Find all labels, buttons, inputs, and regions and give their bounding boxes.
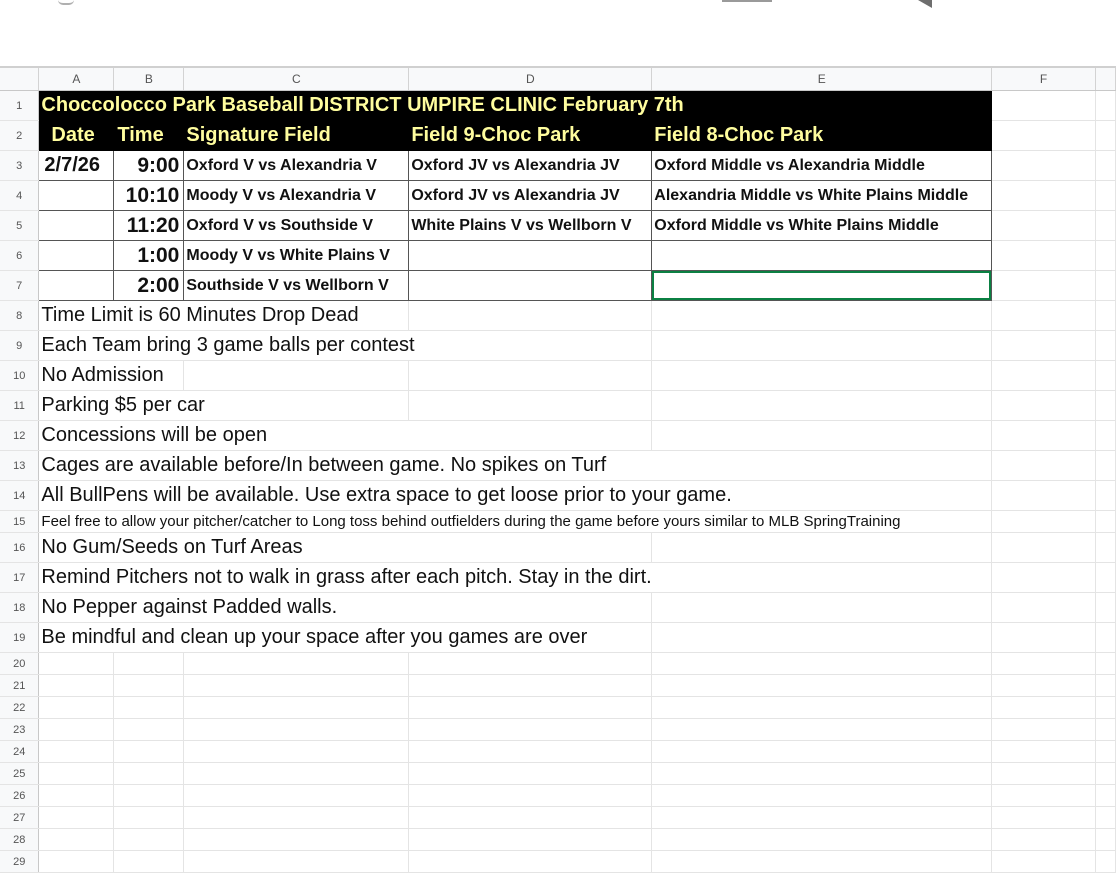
row-header[interactable]: 9	[0, 331, 39, 361]
cell[interactable]	[652, 391, 992, 421]
cell[interactable]	[992, 181, 1096, 211]
empty-row	[0, 829, 1116, 851]
cell[interactable]	[992, 481, 1096, 511]
schedule-row	[0, 241, 1116, 271]
cell[interactable]	[1095, 241, 1115, 271]
cell[interactable]	[114, 741, 184, 763]
cell[interactable]	[652, 719, 992, 741]
row-header[interactable]: 4	[0, 181, 39, 211]
row-header[interactable]: 11	[0, 391, 39, 421]
cell[interactable]	[184, 851, 409, 873]
cell[interactable]	[1095, 151, 1115, 181]
cell[interactable]	[39, 653, 114, 675]
empty-row	[0, 785, 1116, 807]
table-row	[0, 91, 1116, 121]
header-signature-field[interactable]: Signature Field	[184, 121, 409, 151]
note-cell[interactable]: Cages are available before/In between game. No spikes on Turf	[39, 451, 992, 481]
cell[interactable]	[184, 653, 409, 675]
cell[interactable]	[992, 741, 1096, 763]
row-header[interactable]: 17	[0, 563, 39, 593]
cell[interactable]	[1095, 741, 1115, 763]
cell[interactable]	[992, 623, 1096, 653]
cell[interactable]	[409, 851, 652, 873]
cell[interactable]	[992, 361, 1096, 391]
cell[interactable]	[992, 593, 1096, 623]
note-cell[interactable]: Each Team bring 3 game balls per contest	[39, 331, 652, 361]
field-9-game[interactable]: Oxford JV vs Alexandria JV	[409, 181, 652, 211]
note-cell[interactable]: Remind Pitchers not to walk in grass after each pitch. Stay in the dirt.	[39, 563, 992, 593]
cell[interactable]	[992, 511, 1096, 533]
row-header[interactable]: 25	[0, 763, 39, 785]
cell[interactable]	[409, 829, 652, 851]
sheet-title[interactable]: Choccolocco Park Baseball DISTRICT UMPIRE CLINIC February 7th	[39, 91, 992, 121]
cell[interactable]	[409, 719, 652, 741]
cell[interactable]	[409, 391, 652, 421]
cell[interactable]	[184, 697, 409, 719]
column-header-c[interactable]: C	[184, 68, 409, 91]
cell[interactable]	[39, 807, 114, 829]
field-9-game[interactable]: Oxford JV vs Alexandria JV	[409, 151, 652, 181]
cell[interactable]	[1095, 421, 1115, 451]
signature-field-game[interactable]: Oxford V vs Alexandria V	[184, 151, 409, 181]
cell[interactable]	[1095, 121, 1115, 151]
cell[interactable]	[1095, 675, 1115, 697]
cell[interactable]	[1095, 271, 1115, 301]
cell[interactable]	[992, 763, 1096, 785]
cell[interactable]	[39, 851, 114, 873]
cell[interactable]	[409, 763, 652, 785]
schedule-date[interactable]	[39, 211, 114, 241]
cell[interactable]	[652, 851, 992, 873]
row-header[interactable]: 16	[0, 533, 39, 563]
cell[interactable]	[1095, 331, 1115, 361]
empty-row	[0, 675, 1116, 697]
cell[interactable]	[1095, 301, 1115, 331]
note-cell[interactable]: All BullPens will be available. Use extra space to get loose prior to your game.	[39, 481, 992, 511]
note-row	[0, 451, 1116, 481]
cell[interactable]	[992, 451, 1096, 481]
schedule-time[interactable]: 9:00	[114, 151, 184, 181]
toolbar-fragment	[58, 0, 74, 5]
cell[interactable]	[992, 533, 1096, 563]
table-row	[0, 121, 1116, 151]
note-row	[0, 361, 1116, 391]
row-header[interactable]: 10	[0, 361, 39, 391]
note-row	[0, 623, 1116, 653]
note-cell[interactable]: Time Limit is 60 Minutes Drop Dead	[39, 301, 409, 331]
column-header-d[interactable]: D	[409, 68, 652, 91]
row-header[interactable]: 12	[0, 421, 39, 451]
schedule-date[interactable]	[39, 241, 114, 271]
cell[interactable]	[1095, 851, 1115, 873]
note-cell[interactable]: No Pepper against Padded walls.	[39, 593, 652, 623]
row-header[interactable]: 7	[0, 271, 39, 301]
cell[interactable]	[114, 829, 184, 851]
note-row	[0, 391, 1116, 421]
field-8-game[interactable]: Alexandria Middle vs White Plains Middle	[652, 181, 992, 211]
field-9-game[interactable]: White Plains V vs Wellborn V	[409, 211, 652, 241]
cell[interactable]	[184, 361, 409, 391]
cell[interactable]	[184, 785, 409, 807]
note-cell[interactable]: No Admission	[39, 361, 184, 391]
cell[interactable]	[652, 533, 992, 563]
cell[interactable]	[1095, 785, 1115, 807]
cell[interactable]	[1095, 653, 1115, 675]
cell[interactable]	[39, 719, 114, 741]
cell[interactable]	[1095, 511, 1115, 533]
cell[interactable]	[992, 675, 1096, 697]
cell[interactable]	[652, 331, 992, 361]
row-header[interactable]: 28	[0, 829, 39, 851]
cell[interactable]	[409, 741, 652, 763]
cell[interactable]	[992, 563, 1096, 593]
row-header[interactable]: 5	[0, 211, 39, 241]
note-row	[0, 563, 1116, 593]
cell[interactable]	[652, 675, 992, 697]
cell[interactable]	[184, 763, 409, 785]
cell[interactable]	[1095, 533, 1115, 563]
cell[interactable]	[1095, 563, 1115, 593]
row-header[interactable]: 8	[0, 301, 39, 331]
signature-field-game[interactable]: Moody V vs Alexandria V	[184, 181, 409, 211]
cell[interactable]	[652, 653, 992, 675]
row-header[interactable]: 2	[0, 121, 39, 151]
signature-field-game[interactable]: Moody V vs White Plains V	[184, 241, 409, 271]
cell[interactable]	[992, 151, 1096, 181]
cell[interactable]	[992, 121, 1096, 151]
column-header-partial[interactable]	[1095, 68, 1115, 91]
header-date[interactable]: Date	[39, 121, 114, 151]
header-field-8[interactable]: Field 8-Choc Park	[652, 121, 992, 151]
note-row	[0, 593, 1116, 623]
note-row	[0, 301, 1116, 331]
empty-row	[0, 741, 1116, 763]
column-header-a[interactable]: A	[39, 68, 114, 91]
cell[interactable]	[1095, 391, 1115, 421]
schedule-date[interactable]	[39, 181, 114, 211]
spreadsheet-grid[interactable]	[0, 68, 1116, 873]
field-9-game[interactable]	[409, 271, 652, 301]
cell[interactable]	[652, 741, 992, 763]
cell[interactable]	[39, 785, 114, 807]
row-header[interactable]: 21	[0, 675, 39, 697]
cell[interactable]	[992, 421, 1096, 451]
cell[interactable]	[1095, 481, 1115, 511]
cell[interactable]	[409, 653, 652, 675]
row-header[interactable]: 29	[0, 851, 39, 873]
row-header[interactable]: 15	[0, 511, 39, 533]
row-header[interactable]: 14	[0, 481, 39, 511]
cell[interactable]	[992, 271, 1096, 301]
cell[interactable]	[1095, 181, 1115, 211]
empty-row	[0, 719, 1116, 741]
cell[interactable]	[992, 829, 1096, 851]
schedule-time[interactable]: 11:20	[114, 211, 184, 241]
column-header-f[interactable]: F	[992, 68, 1096, 91]
cell[interactable]	[992, 697, 1096, 719]
cell[interactable]	[1095, 697, 1115, 719]
note-row	[0, 421, 1116, 451]
cell[interactable]	[992, 785, 1096, 807]
toolbar-fragment	[722, 0, 772, 2]
note-row	[0, 331, 1116, 361]
cell[interactable]	[184, 719, 409, 741]
cell[interactable]	[114, 763, 184, 785]
field-8-game[interactable]	[652, 241, 992, 271]
schedule-date[interactable]	[39, 271, 114, 301]
field-8-game[interactable]: Oxford Middle vs White Plains Middle	[652, 211, 992, 241]
cell[interactable]	[652, 361, 992, 391]
schedule-row	[0, 271, 1116, 301]
cell[interactable]	[652, 697, 992, 719]
row-header[interactable]: 1	[0, 91, 39, 121]
cell[interactable]	[652, 829, 992, 851]
cell[interactable]	[1095, 361, 1115, 391]
schedule-row	[0, 151, 1116, 181]
empty-row	[0, 763, 1116, 785]
cell[interactable]	[409, 785, 652, 807]
row-header[interactable]: 24	[0, 741, 39, 763]
select-all-corner[interactable]	[0, 68, 39, 91]
cell[interactable]	[114, 697, 184, 719]
schedule-row	[0, 181, 1116, 211]
cell[interactable]	[992, 719, 1096, 741]
cell[interactable]	[39, 675, 114, 697]
row-header[interactable]: 6	[0, 241, 39, 271]
column-header-e[interactable]: E	[652, 68, 992, 91]
field-8-game[interactable]: Oxford Middle vs Alexandria Middle	[652, 151, 992, 181]
cell[interactable]	[992, 851, 1096, 873]
schedule-date[interactable]: 2/7/26	[39, 151, 114, 181]
cell[interactable]	[184, 741, 409, 763]
row-header[interactable]: 27	[0, 807, 39, 829]
schedule-row	[0, 211, 1116, 241]
header-time[interactable]: Time	[114, 121, 184, 151]
row-header[interactable]: 23	[0, 719, 39, 741]
note-cell[interactable]: Be mindful and clean up your space after you games are over	[39, 623, 652, 653]
cell[interactable]	[992, 653, 1096, 675]
cell[interactable]	[652, 623, 992, 653]
row-header[interactable]: 26	[0, 785, 39, 807]
note-cell[interactable]: Concessions will be open	[39, 421, 652, 451]
row-header[interactable]: 22	[0, 697, 39, 719]
cell[interactable]	[409, 361, 652, 391]
note-cell[interactable]: Feel free to allow your pitcher/catcher to Long toss behind outfielders during the game before yours similar to MLB SpringTraining	[39, 511, 992, 533]
cell[interactable]	[1095, 763, 1115, 785]
selected-cell[interactable]	[652, 271, 992, 301]
cell[interactable]	[184, 807, 409, 829]
cell[interactable]	[114, 807, 184, 829]
signature-field-game[interactable]: Southside V vs Wellborn V	[184, 271, 409, 301]
schedule-time[interactable]: 10:10	[114, 181, 184, 211]
cell[interactable]	[992, 91, 1096, 121]
note-row	[0, 533, 1116, 563]
top-toolbar-area	[0, 0, 1116, 66]
cell[interactable]	[1095, 623, 1115, 653]
cell[interactable]	[1095, 829, 1115, 851]
cell[interactable]	[652, 421, 992, 451]
cell[interactable]	[114, 675, 184, 697]
note-cell[interactable]: No Gum/Seeds on Turf Areas	[39, 533, 652, 563]
header-field-9[interactable]: Field 9-Choc Park	[409, 121, 652, 151]
cell[interactable]	[992, 301, 1096, 331]
cell[interactable]	[39, 763, 114, 785]
row-header[interactable]: 19	[0, 623, 39, 653]
cell[interactable]	[652, 785, 992, 807]
signature-field-game[interactable]: Oxford V vs Southside V	[184, 211, 409, 241]
cell[interactable]	[1095, 211, 1115, 241]
cell[interactable]	[1095, 593, 1115, 623]
cell[interactable]	[652, 763, 992, 785]
cell[interactable]	[652, 807, 992, 829]
field-9-game[interactable]	[409, 241, 652, 271]
cell[interactable]	[409, 301, 652, 331]
note-cell[interactable]: Parking $5 per car	[39, 391, 409, 421]
cell[interactable]	[39, 741, 114, 763]
column-header-b[interactable]: B	[114, 68, 184, 91]
cell[interactable]	[992, 331, 1096, 361]
cell[interactable]	[409, 697, 652, 719]
cell[interactable]	[992, 211, 1096, 241]
cell[interactable]	[184, 829, 409, 851]
row-header[interactable]: 20	[0, 653, 39, 675]
row-header[interactable]: 3	[0, 151, 39, 181]
cell[interactable]	[114, 851, 184, 873]
column-header-row	[0, 68, 1116, 91]
row-header[interactable]: 18	[0, 593, 39, 623]
cell[interactable]	[1095, 807, 1115, 829]
cell[interactable]	[652, 593, 992, 623]
cell[interactable]	[1095, 719, 1115, 741]
empty-row	[0, 697, 1116, 719]
note-row	[0, 511, 1116, 533]
note-row	[0, 481, 1116, 511]
cell[interactable]	[652, 301, 992, 331]
cell[interactable]	[992, 391, 1096, 421]
cell[interactable]	[1095, 451, 1115, 481]
toolbar-dropdown-arrow-icon[interactable]	[918, 0, 932, 8]
cell[interactable]	[1095, 91, 1115, 121]
schedule-time[interactable]: 2:00	[114, 271, 184, 301]
cell[interactable]	[409, 675, 652, 697]
cell[interactable]	[409, 807, 652, 829]
empty-row	[0, 653, 1116, 675]
cell[interactable]	[184, 675, 409, 697]
cell[interactable]	[992, 241, 1096, 271]
empty-row	[0, 807, 1116, 829]
cell[interactable]	[114, 785, 184, 807]
cell[interactable]	[39, 829, 114, 851]
cell[interactable]	[114, 653, 184, 675]
cell[interactable]	[39, 697, 114, 719]
empty-row	[0, 851, 1116, 873]
cell[interactable]	[992, 807, 1096, 829]
cell[interactable]	[114, 719, 184, 741]
schedule-time[interactable]: 1:00	[114, 241, 184, 271]
row-header[interactable]: 13	[0, 451, 39, 481]
